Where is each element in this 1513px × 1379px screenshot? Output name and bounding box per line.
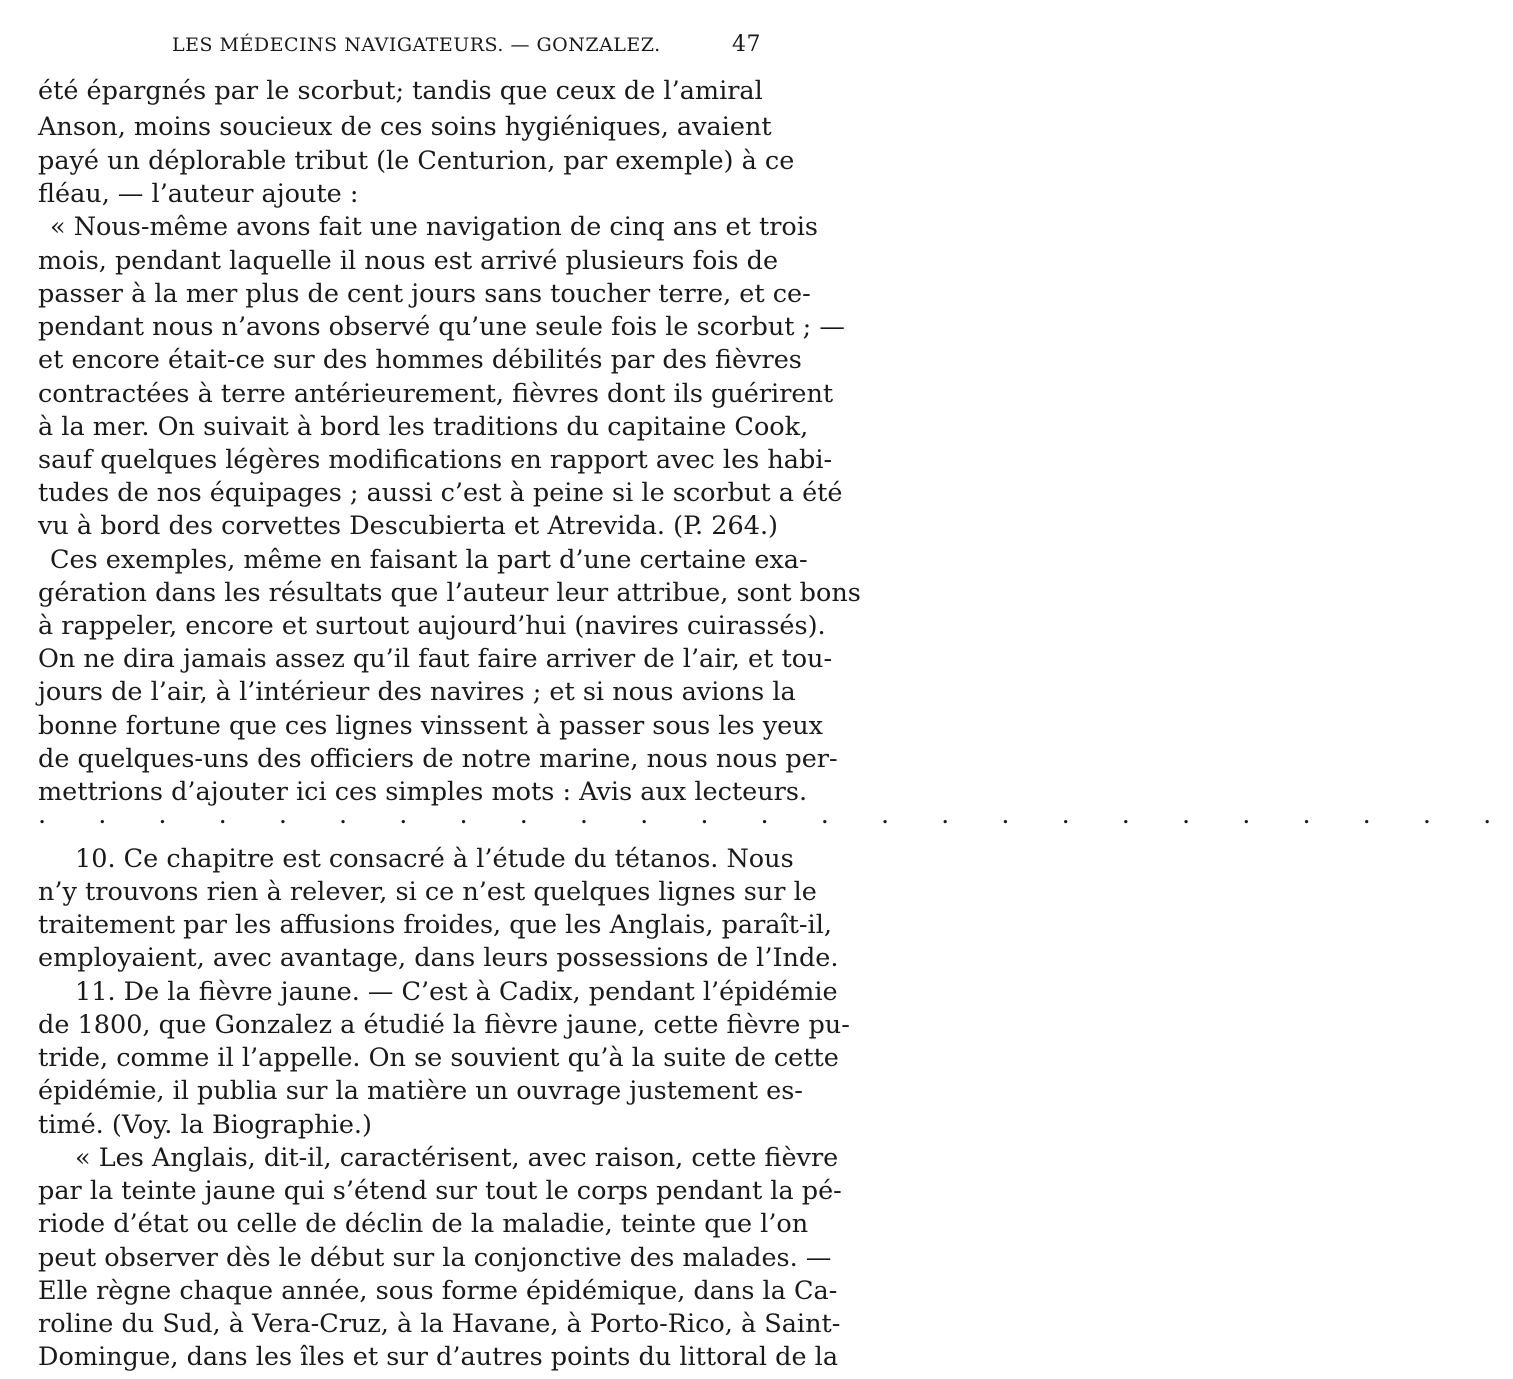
text-line: contractées à terre antérieurement, fièvres dont ils guérirent [38,379,834,409]
text-line: mois, pendant laquelle il nous est arrivé plusieurs fois de [38,246,779,276]
text-line: tudes de nos équipages ; aussi c’est à peine si le scorbut a été [38,478,843,508]
page-header [0,30,800,64]
running-title: LES MÉDECINS NAVIGATEURS. — GONZALEZ. [172,34,661,56]
text-line: de quelques-uns des officiers de notre marine, nous nous per- [38,744,838,774]
text-line: payé un déplorable tribut (le Centurion, par exemple) à ce [38,146,795,176]
text-line: peut observer dès le début sur la conjonctive des malades. — [38,1243,832,1273]
text-line: gération dans les résultats que l’auteur leur attribue, sont bons [38,578,861,608]
text-line: mettrions d’ajouter ici ces simples mots : Avis aux lecteurs. [38,777,808,807]
text-line: n’y trouvons rien à relever, si ce n’est quelques lignes sur le [38,877,817,907]
text-line: « Nous-même avons fait une navigation de cinq ans et trois [50,212,819,242]
ellipsis-divider: . . . . . . . . . . . . . . . . . . . . . . . . . [38,800,1513,830]
text-line: roline du Sud, à Vera-Cruz, à la Havane, à Porto-Rico, à Saint- [38,1309,841,1339]
text-line: traitement par les affusions froides, que les Anglais, paraît-il, [38,910,832,940]
text-line: Domingue, dans les îles et sur d’autres points du littoral de la [38,1342,839,1372]
text-line: Anson, moins soucieux de ces soins hygiéniques, avaient [38,112,772,142]
text-line: épidémie, il publia sur la matière un ouvrage justement es- [38,1076,803,1106]
text-line: timé. (Voy. la Biographie.) [38,1110,372,1140]
text-line: 10. Ce chapitre est consacré à l’étude du tétanos. Nous [75,844,794,874]
text-line: à rappeler, encore et surtout aujourd’hui (navires cuirassés). [38,611,826,641]
text-line: passer à la mer plus de cent jours sans toucher terre, et ce- [38,279,811,309]
text-line: à la mer. On suivait à bord les traditions du capitaine Cook, [38,412,809,442]
text-line: vu à bord des corvettes Descubierta et Atrevida. (P. 264.) [38,511,778,541]
text-line: Ces exemples, même en faisant la part d’une certaine exa- [50,545,808,575]
text-line: jours de l’air, à l’intérieur des navires ; et si nous avions la [38,677,796,707]
page-number: 47 [732,32,761,57]
text-line: bonne fortune que ces lignes vinssent à passer sous les yeux [38,711,824,741]
text-line: été épargnés par le scorbut; tandis que ceux de l’amiral [38,76,763,106]
text-line: pendant nous n’avons observé qu’une seule fois le scorbut ; — [38,312,845,342]
text-line: riode d’état ou celle de déclin de la maladie, teinte que l’on [38,1209,809,1239]
text-line: de 1800, que Gonzalez a étudié la fièvre jaune, cette fièvre pu- [38,1010,850,1040]
text-line: « Les Anglais, dit-il, caractérisent, avec raison, cette fièvre [75,1143,839,1173]
text-line: fléau, — l’auteur ajoute : [38,179,359,209]
text-line: tride, comme il l’appelle. On se souvient qu’à la suite de cette [38,1043,839,1073]
text-line: et encore était-ce sur des hommes débilités par des fièvres [38,345,802,375]
text-line: On ne dira jamais assez qu’il faut faire arriver de l’air, et tou- [38,644,833,674]
text-line: employaient, avec avantage, dans leurs possessions de l’Inde. [38,943,839,973]
text-line: sauf quelques légères modifications en rapport avec les habi- [38,445,833,475]
text-line: par la teinte jaune qui s’étend sur tout le corps pendant la pé- [38,1176,842,1206]
text-line: 11. De la fièvre jaune. — C’est à Cadix, pendant l’épidémie [75,977,838,1007]
text-line: Elle règne chaque année, sous forme épidémique, dans la Ca- [38,1276,838,1306]
